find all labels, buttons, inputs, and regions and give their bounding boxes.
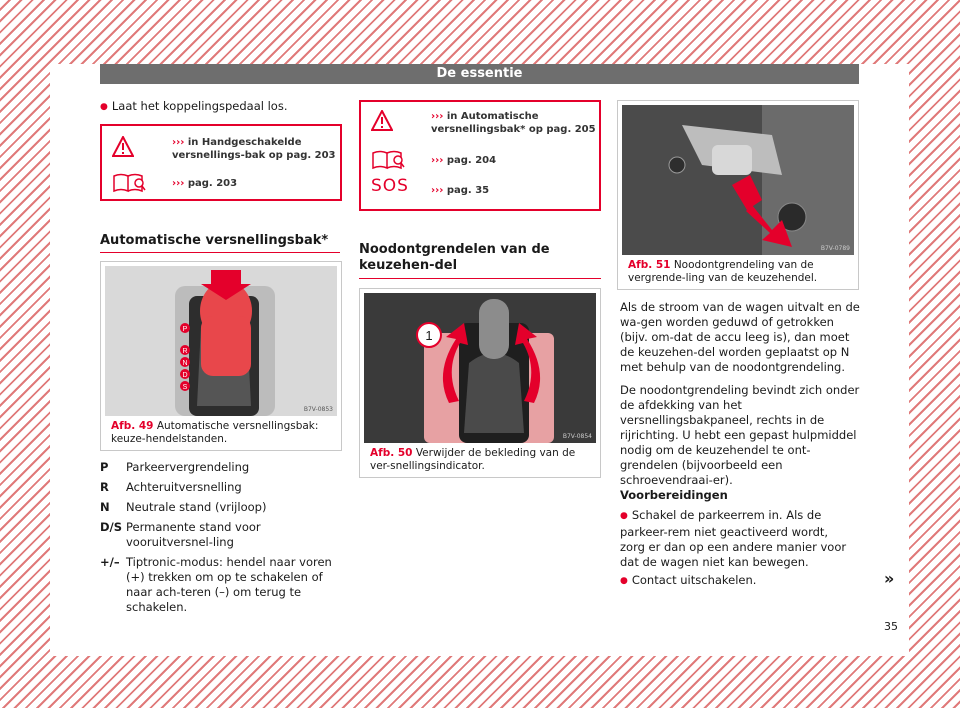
book-icon (112, 171, 146, 193)
book-icon (371, 148, 405, 170)
gear-letter: D (182, 372, 188, 379)
gear-letter: R (182, 348, 188, 355)
release-mechanism-image (622, 105, 854, 255)
warning-icon (371, 110, 393, 132)
section-divider (359, 278, 601, 279)
gear-cover-image (364, 293, 596, 443)
figure-49 (100, 261, 342, 451)
section-title: Automatische versnellingsbak* (100, 233, 329, 248)
warning-box: ››› in Handgeschakelde versnellings-bak op pag. 203 ››› pag. 203 (100, 124, 342, 201)
figure-50 (359, 288, 601, 478)
bullet-item: ● Schakel de parkeerrem in. Als de parkeer-rem niet geactiveerd wordt, zorg er dan op een andere manier voor dat de wagen niet kan bewegen. (620, 508, 852, 570)
gear-definition-list: P Parkeervergrendeling R Achteruitversnelling N Neutrale stand (vrijloop) D/S Permanente stand voor vooruitversnel-ling +/– Tiptronic-modus: hendel naar voren (+) trekken om op te schakelen of naar ach-teren (–) om terug te schakelen. (100, 460, 332, 614)
sos-icon: SOS (371, 176, 409, 196)
section-divider (100, 252, 340, 253)
gear-letter: S (182, 384, 188, 391)
subheading: Voorbereidingen (620, 488, 728, 502)
figure-caption: Afb. 51 Noodontgrendeling van de vergrende-ling van de keuzehendel. (628, 259, 818, 284)
figure-code: B7V-0789 (820, 245, 850, 252)
gear-letter: N (182, 360, 188, 367)
gear-letter: P (182, 326, 188, 333)
paragraph-text: Als de stroom van de wagen uitvalt en de wa-gen worden geduwd of getrokken (bijv. om-dat de accu leeg is), dan moet de keuzehen-del worden geplaatst op N met behulp van de noodontgrendeling. (620, 300, 860, 374)
paragraph: De noodontgrendeling bevindt zich onder de afdekking van het versnellingsbakpaneel, rechts in de rijrichting. U hebt een gepast hulpmiddel nodig om de keuzehendel te ont-grendelen (bijvoorbeeld een schroevendraai-er). (620, 383, 860, 487)
callout-number: 1 (425, 328, 433, 343)
bullet-item: ● Contact uitschakelen. (620, 573, 852, 590)
page-number: 35 (884, 620, 898, 633)
continue-arrow: » (884, 569, 895, 588)
figure-code: B7V-0854 (562, 433, 592, 440)
paragraph (620, 300, 860, 375)
page-header: De essentie (100, 64, 859, 84)
warning-icon (112, 136, 134, 158)
figure-caption: Afb. 49 Automatische versnellingsbak: keuze-hendelstanden. (111, 420, 319, 445)
section-title: Noodontgrendelen van de keuzehen-del (359, 242, 550, 273)
figure-51 (617, 100, 859, 290)
warning-box: ››› in Automatische versnellingsbak* op pag. 205 ››› pag. 204 SOS ››› pag. 35 (359, 100, 601, 211)
figure-caption: Afb. 50 Verwijder de bekleding van de ver-snellingsindicator. (370, 447, 576, 472)
figure-code: B7V-0853 (303, 406, 333, 413)
gear-lever-image (105, 266, 337, 416)
bullet-item: ● Laat het koppelingspedaal los. (100, 99, 340, 116)
